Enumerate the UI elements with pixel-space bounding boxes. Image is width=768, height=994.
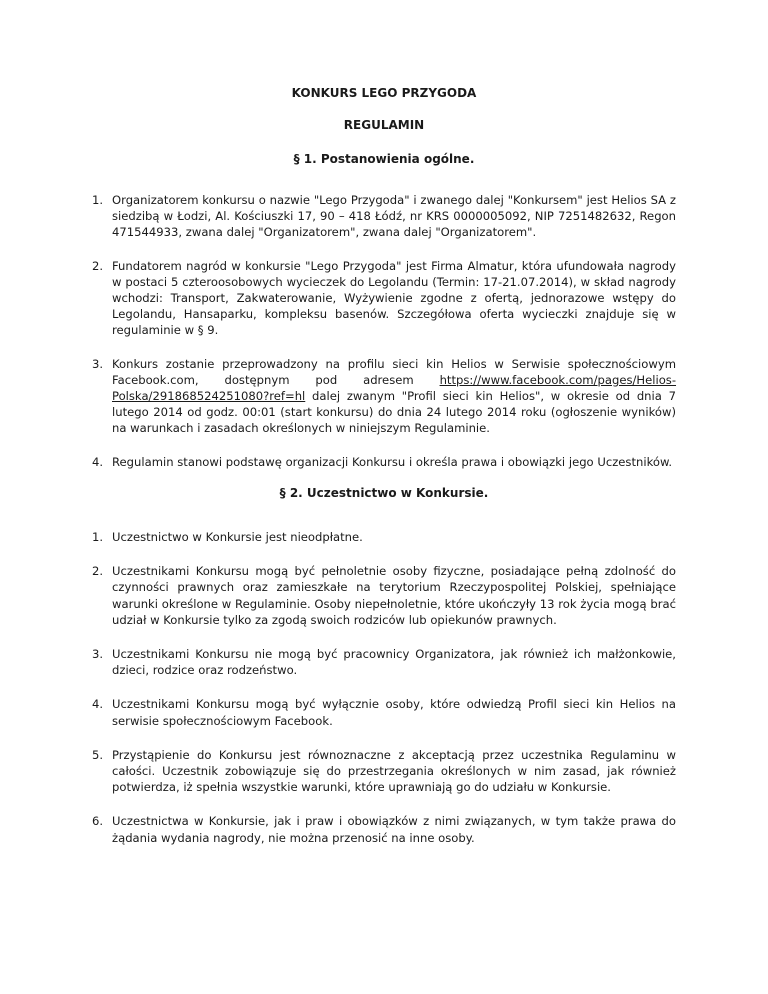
list-item (92, 813, 676, 845)
list-item (92, 646, 676, 678)
item-number: 2. (92, 258, 104, 273)
section-1-list (92, 192, 677, 487)
list-item (92, 454, 676, 470)
item-text-after-link: dalej zwanym "Profil sieci kin Helios", w okresie od dnia 7 lutego 2014 od godz. 00:01 (start konkursu) do dnia 24 lutego 2014 roku (ogłoszenie wyników) na warunkach i zasadach określonych w niniejszym Regulaminie. (112, 389, 676, 436)
item-number: 1. (92, 530, 104, 544)
facebook-profile-link[interactable]: https://www.facebook.com/pages/Helios-Polska/291868524251080?ref=hl (112, 372, 677, 404)
list-item (92, 356, 677, 437)
document-title: KONKURS LEGO PRZYGODA (291, 86, 477, 100)
list-item (92, 563, 676, 628)
section-2-list (92, 529, 676, 864)
item-text: Uczestnictwo w Konkursie jest nieodpłatne. (112, 530, 363, 544)
section-2-heading: § 2. Uczestnictwo w Konkursie. (279, 486, 489, 500)
document-subtitle: REGULAMIN (343, 118, 425, 132)
item-text: Uczestnikami Konkursu mogą być pełnoletnie osoby fizyczne, posiadające pełną zdolność do czynności prawnych oraz zamieszkałe na terytorium Rzeczypospolitej Polskiej, spełniające warunki określone w Regulaminie. Osoby niepełnoletnie, które ukończyły 13 rok życia mogą brać udział w Konkursie tylko za zgodą swoich rodziców lub opiekunów prawnych. (112, 564, 676, 627)
section-1-heading: § 1. Postanowienia ogólne. (293, 152, 475, 166)
item-number: 5. (92, 747, 104, 762)
item-text: Regulamin stanowi podstawę organizacji Konkursu i określa prawa i obowiązki jego Uczestników. (112, 454, 673, 469)
item-number: 1. (92, 193, 104, 207)
item-text: Uczestnikami Konkursu nie mogą być pracownicy Organizatora, jak również ich małżonkowie, dzieci, rodzice oraz rodzeństwo. (112, 647, 676, 678)
item-number: 4. (92, 697, 104, 712)
list-item (92, 258, 676, 339)
list-item (92, 529, 676, 545)
item-number: 4. (92, 454, 104, 469)
item-text: Organizatorem konkursu o nazwie "Lego Przygoda" i zwanego dalej "Konkursem" jest Helios SA z siedzibą w Łodzi, Al. Kościuszki 17, 90 – 418 Łódź, nr KRS 0000005092, NIP 7251482632, Regon 471544933, zwana dalej "Organizatorem", zwana dalej "Organizatorem". (112, 193, 676, 240)
list-item (92, 696, 676, 728)
list-item (92, 192, 676, 241)
item-text-before-link: Konkurs zostanie przeprowadzony na profilu sieci kin Helios w Serwisie społecznościowym Facebook.com, dostępnym pod adresem (112, 356, 676, 387)
item-number: 6. (92, 814, 104, 829)
item-text: Fundatorem nagród w konkursie "Lego Przygoda" jest Firma Almatur, która ufundowała nagrody w postaci 5 czteroosobowych wycieczek do Legolandu (Termin: 17-21.07.2014), w skład nagrody wchodzi: Transport, Zakwaterowanie, Wyżywienie zgodne z ofertą, jednorazowe wstępy do Legolandu, Hansaparku, kompleksu basenów. Szczegółowa oferta wycieczki znajduje się w regulaminie w § 9. (112, 258, 676, 338)
item-number: 3. (92, 356, 104, 371)
list-item (92, 747, 676, 796)
item-number: 2. (92, 564, 104, 579)
item-text: Przystąpienie do Konkursu jest równoznaczne z akceptacją przez uczestnika Regulaminu w całości. Uczestnik zobowiązuje się do przestrzegania określonych w nim zasad, jak również potwierdza, iż spełnia wszystkie warunki, które uprawniają go do udziału w Konkursie. (112, 747, 676, 795)
item-number: 3. (92, 647, 104, 662)
item-text: Uczestnictwa w Konkursie, jak i praw i obowiązków z nimi związanych, w tym także prawa do żądania wydania nagrody, nie można przenosić na inne osoby. (112, 814, 676, 845)
item-text: Uczestnikami Konkursu mogą być wyłącznie osoby, które odwiedzą Profil sieci kin Helios na serwisie społecznościowym Facebook. (112, 697, 676, 728)
